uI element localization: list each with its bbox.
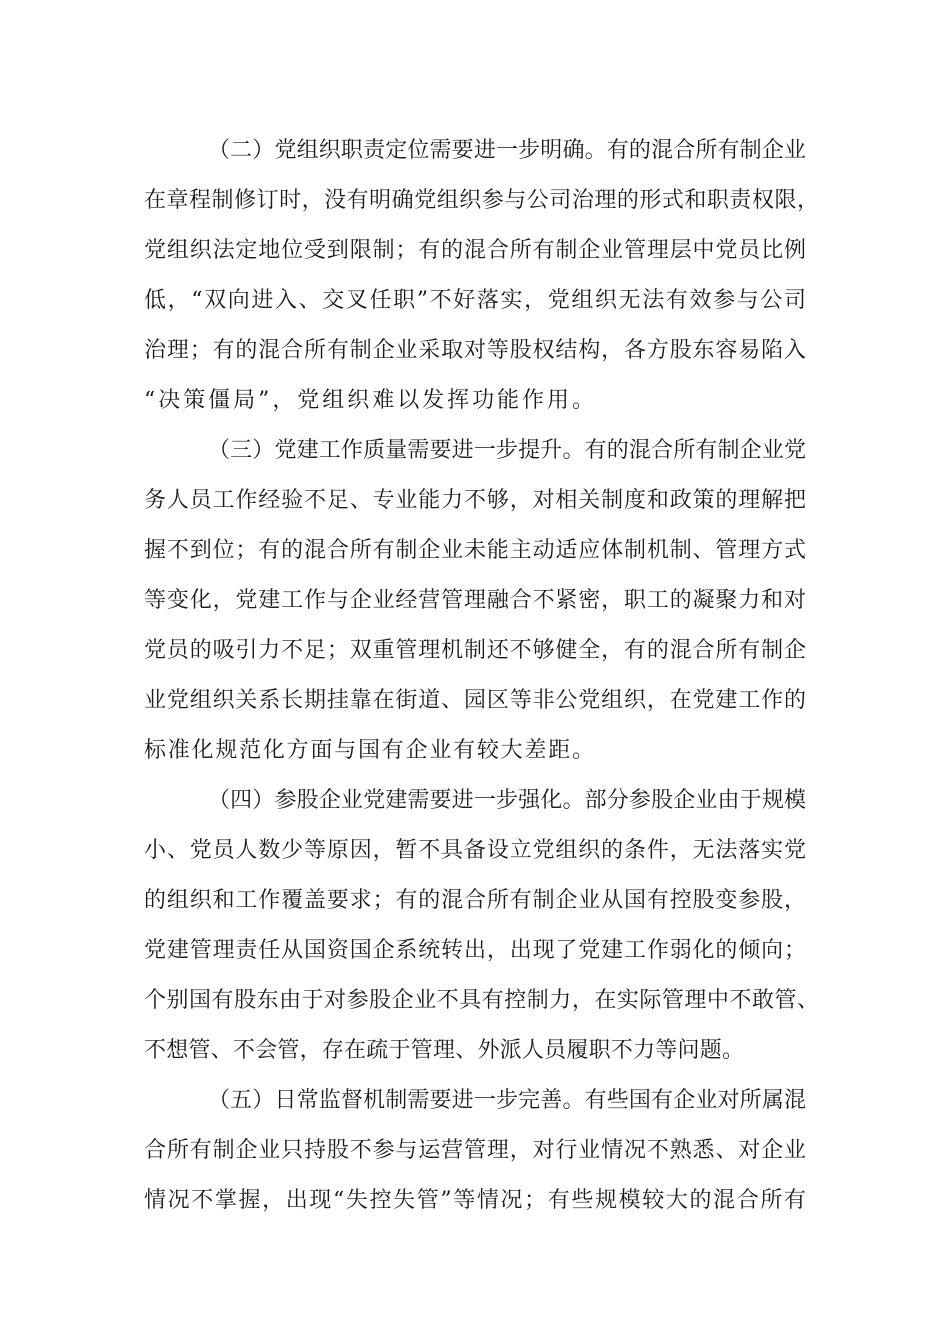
paragraph-4-line-1: （四）参股企业党建需要进一步强化。部分参股企业由于规模 xyxy=(208,788,807,813)
paragraph-2-line-4: 低，“双向进入、交叉任职”不好落实，党组织无法有效参与公司 xyxy=(144,288,808,313)
paragraph-3-line-7: 标准化规范化方面与国有企业有较大差距。 xyxy=(144,738,596,763)
paragraph-3-line-3: 握不到位；有的混合所有制企业未能主动适应体制机制、管理方式 xyxy=(144,538,807,563)
paragraph-5-line-1: （五）日常监督机制需要进一步完善。有些国有企业对所属混 xyxy=(208,1088,807,1113)
paragraph-3-line-6: 业党组织关系长期挂靠在街道、园区等非公党组织，在党建工作的 xyxy=(144,688,807,713)
paragraph-4-line-3: 的组织和工作覆盖要求；有的混合所有制企业从国有控股变参股， xyxy=(144,888,807,913)
paragraph-2-line-5: 治理；有的混合所有制企业采取对等股权结构，各方股东容易陷入 xyxy=(144,338,807,363)
paragraph-4-line-6: 不想管、不会管，存在疏于管理、外派人员履职不力等问题。 xyxy=(144,1038,745,1063)
paragraph-4-line-2: 小、党员人数少等原因，暂不具备设立党组织的条件，无法落实党 xyxy=(144,838,807,863)
paragraph-2-line-3: 党组织法定地位受到限制；有的混合所有制企业管理层中党员比例 xyxy=(144,238,807,263)
paragraph-3-line-4: 等变化，党建工作与企业经营管理融合不紧密，职工的凝聚力和对 xyxy=(144,588,807,613)
paragraph-3-line-2: 务人员工作经验不足、专业能力不够，对相关制度和政策的理解把 xyxy=(144,488,807,513)
paragraph-2-line-2: 在章程制修订时，没有明确党组织参与公司治理的形式和职责权限， xyxy=(144,188,820,213)
paragraph-5-line-2: 合所有制企业只持股不参与运营管理，对行业情况不熟悉、对企业 xyxy=(144,1138,807,1163)
paragraph-3-line-1: （三）党建工作质量需要进一步提升。有的混合所有制企业党 xyxy=(208,438,807,463)
paragraph-4-line-5: 个别国有股东由于对参股企业不具有控制力，在实际管理中不敢管、 xyxy=(144,988,820,1013)
paragraph-3-line-5: 党员的吸引力不足；双重管理机制还不够健全，有的混合所有制企 xyxy=(144,638,807,663)
paragraph-2-line-6: “决策僵局”，党组织难以发挥功能作用。 xyxy=(144,388,597,413)
paragraph-5-line-3: 情况不掌握，出现“失控失管”等情况；有些规模较大的混合所有 xyxy=(144,1188,808,1213)
paragraph-2-line-1: （二）党组织职责定位需要进一步明确。有的混合所有制企业 xyxy=(208,138,807,163)
paragraph-4-line-4: 党建管理责任从国资国企系统转出，出现了党建工作弱化的倾向； xyxy=(144,938,807,963)
